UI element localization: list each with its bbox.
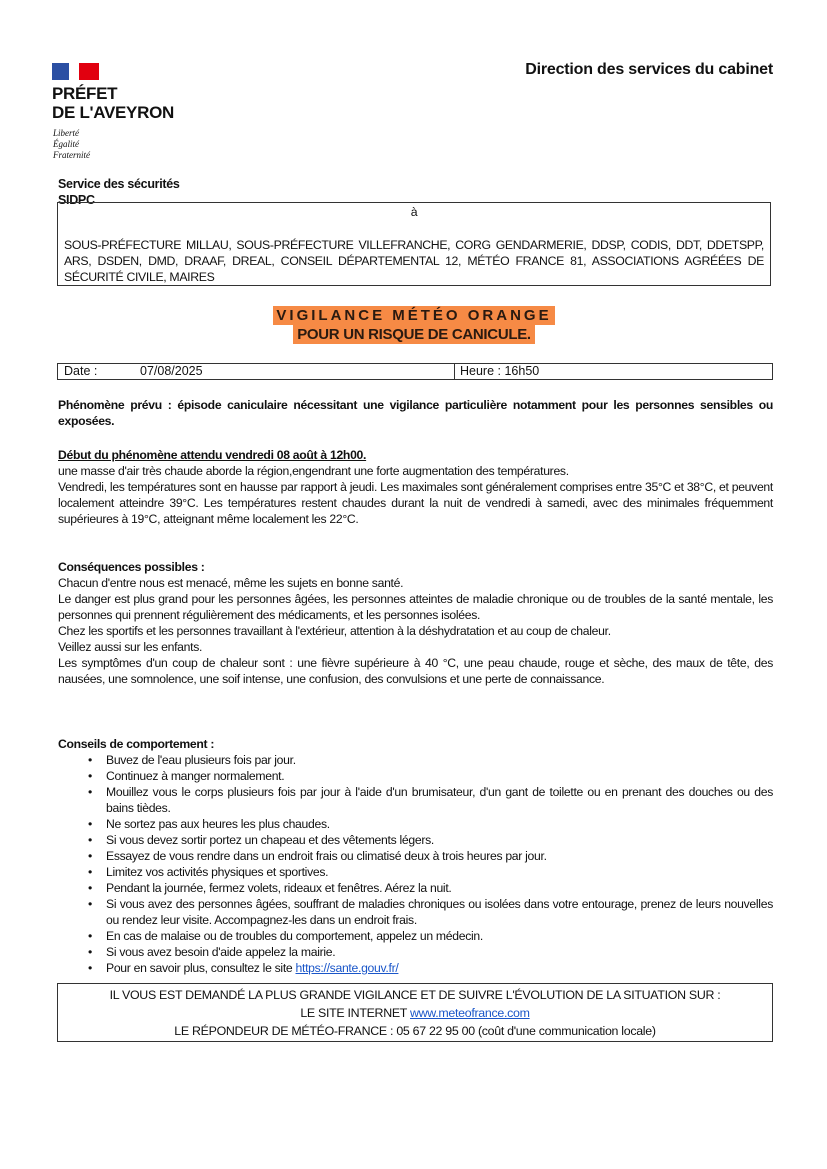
- debut-section: [58, 447, 773, 527]
- prefecture-logo-text: [52, 84, 174, 122]
- footer-line: LE RÉPONDEUR DE MÉTÉO-FRANCE : 05 67 22 95 00 (coût d'une communication locale): [174, 1024, 656, 1038]
- heure-label: Heure : 16h50: [460, 364, 540, 378]
- list-item: [88, 960, 773, 976]
- devise-line: Liberté: [53, 128, 79, 138]
- list-item: • Continuez à manger normalement.: [88, 768, 773, 784]
- list-item: • Limitez vos activités physiques et sportives.: [88, 864, 773, 880]
- paragraph: Le danger est plus grand pour les personnes âgées, les personnes atteintes de maladie chronique ou de troubles de la santé mentale, les personnes qui prennent régulièrement des médicaments, et les personnes isolées.: [58, 592, 773, 622]
- list-item: • Pendant la journée, fermez volets, rideaux et fenêtres. Aérez la nuit.: [88, 880, 773, 896]
- list-item: • Mouillez vous le corps plusieurs fois par jour à l'aide d'un brumisateur, d'un gant de toilette ou en prenant des douches ou des bains tièdes.: [88, 784, 773, 816]
- conseils-list: [58, 752, 773, 976]
- banner-line2: POUR UN RISQUE DE CANICULE.: [293, 325, 535, 344]
- debut-title: Début du phénomène attendu vendredi 08 août à 12h00.: [58, 448, 367, 462]
- phenomene-text: Phénomène prévu : épisode caniculaire nécessitant une vigilance particulière notamment pour les personnes sensibles ou exposées.: [58, 398, 773, 428]
- date-value: 07/08/2025: [140, 364, 203, 378]
- paragraph: Les symptômes d'un coup de chaleur sont : une fièvre supérieure à 40 °C, une peau chaude, rouge et sèche, des maux de tête, des nausées, une somnolence, une soif intense, une confusion, des convulsions et une perte de connaissance.: [58, 656, 773, 686]
- footer-text: LE SITE INTERNET: [300, 1006, 410, 1020]
- vigilance-banner: [248, 306, 580, 344]
- footer-box: [57, 983, 773, 1042]
- list-item: • Essayez de vous rendre dans un endroit frais ou climatisé deux à trois heures par jour.: [88, 848, 773, 864]
- meteofrance-link[interactable]: www.meteofrance.com: [410, 1006, 530, 1020]
- logo-line: DE L'AVEYRON: [52, 103, 174, 122]
- list-item: • Buvez de l'eau plusieurs fois par jour.: [88, 752, 773, 768]
- consequences-section: [58, 559, 773, 687]
- devise-line: Fraternité: [53, 150, 90, 160]
- service-code: SIDPC: [58, 193, 95, 207]
- footer-line: [58, 1004, 772, 1022]
- footer-line: IL VOUS EST DEMANDÉ LA PLUS GRANDE VIGILANCE ET DE SUIVRE L'ÉVOLUTION DE LA SITUATION SUR :: [109, 988, 721, 1002]
- direction-title: Direction des services du cabinet: [525, 61, 773, 78]
- list-item: • Si vous avez des personnes âgées, souffrant de maladies chroniques ou isolées dans votre entourage, prenez de leurs nouvelles ou rendez leur visite. Accompagnez-les dans un endroit frais.: [88, 896, 773, 928]
- recipients-to: à: [410, 205, 418, 219]
- service-name: Service des sécurités: [58, 177, 180, 191]
- marianne-logo-flag: [52, 63, 99, 80]
- devise-line: Égalité: [53, 139, 79, 149]
- logo-line: PRÉFET: [52, 84, 118, 103]
- date-row: [57, 363, 773, 380]
- section-title: Conseils de comportement :: [58, 737, 215, 751]
- paragraph: Vendredi, les températures sont en hausse par rapport à jeudi. Les maximales sont généralement comprises entre 35°C et 38°C, et peuvent localement atteindre 39°C. Les températures restent chaudes durant la nuit de vendredi à samedi, avec des minimales fréquemment supérieures à 19°C, atteignant même localement les 22°C.: [58, 480, 773, 526]
- paragraph: une masse d'air très chaude aborde la région,engendrant une forte augmentation des températures.: [58, 464, 569, 478]
- paragraph: Chez les sportifs et les personnes travaillant à l'extérieur, attention à la déshydratation et au coup de chaleur.: [58, 624, 611, 638]
- date-label: Date :: [64, 364, 98, 378]
- recipients-list: SOUS-PRÉFECTURE MILLAU, SOUS-PRÉFECTURE VILLEFRANCHE, CORG GENDARMERIE, DDSP, CODIS, DDT, DDETSPP, ARS, DSDEN, DMD, DRAAF, DREAL, CONSEIL DÉPARTEMENTAL 12, MÉTÉO FRANCE 81, ASSOCIATIONS AGRÉÉES DE SÉCURITÉ CIVILE, MAIRES: [64, 238, 764, 284]
- list-item: • Si vous devez sortir portez un chapeau et des vêtements légers.: [88, 832, 773, 848]
- conseils-section: [58, 736, 773, 976]
- list-item: • Si vous avez besoin d'aide appelez la mairie.: [88, 944, 773, 960]
- paragraph: Veillez aussi sur les enfants.: [58, 640, 203, 654]
- sante-link[interactable]: https://sante.gouv.fr/: [295, 961, 399, 975]
- list-item-text: Pour en savoir plus, consultez le site: [106, 961, 296, 975]
- devise: [53, 128, 90, 161]
- phenomene: [58, 397, 773, 429]
- section-title: Conséquences possibles :: [58, 560, 205, 574]
- paragraph: Chacun d'entre nous est menacé, même les sujets en bonne santé.: [58, 576, 404, 590]
- banner-line1: VIGILANCE MÉTÉO ORANGE: [273, 306, 554, 325]
- recipients-box: [57, 202, 771, 286]
- list-item: • Ne sortez pas aux heures les plus chaudes.: [88, 816, 773, 832]
- list-item: • En cas de malaise ou de troubles du comportement, appelez un médecin.: [88, 928, 773, 944]
